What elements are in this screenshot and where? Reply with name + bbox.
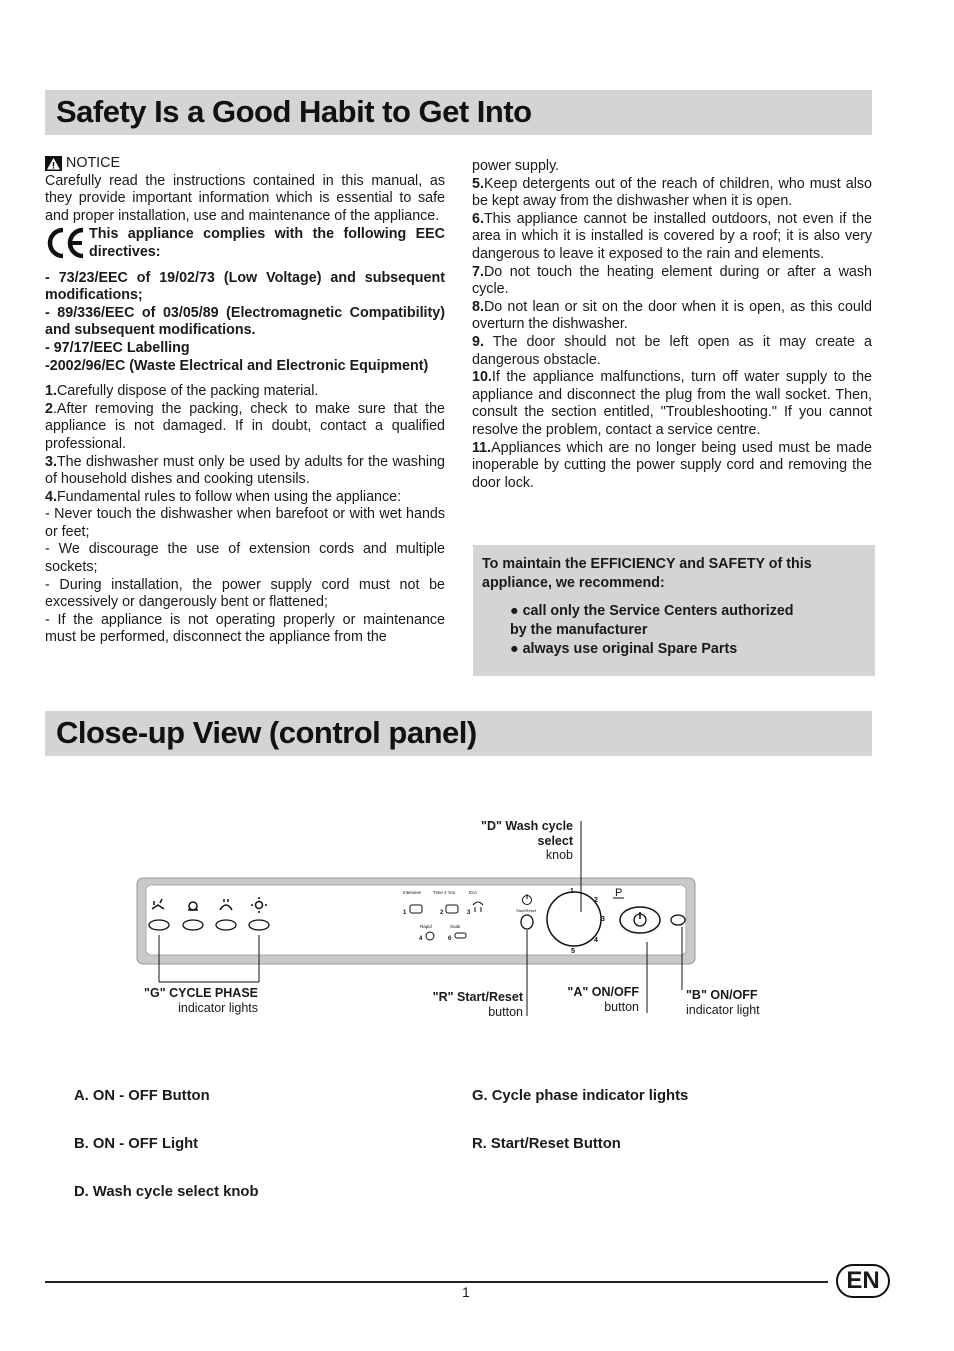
program-number: 6	[448, 936, 452, 942]
knob-number: 1	[570, 888, 574, 895]
recommendation-item: ● call only the Service Centers authorized	[510, 603, 794, 619]
callout-g: "G" CYCLE PHASE indicator lights	[144, 986, 258, 1015]
recommendation-intro: To maintain the EFFICIENCY and SAFETY of this appliance, we recommend:	[482, 556, 812, 591]
program-name: Rapid	[420, 924, 432, 929]
rule-1: 1.Carefully dispose of the packing material.	[45, 383, 319, 400]
knob-number: 4	[594, 937, 598, 944]
cycle-phase-light	[183, 920, 203, 930]
rule-9: 9. The door should not be left open as it may create a dangerous obstacle.	[472, 333, 872, 368]
callout-b: "B" ON/OFF indicator light	[686, 988, 760, 1017]
rule-4-continued: power supply.	[472, 158, 560, 174]
program-name: Time 4 You	[433, 890, 456, 895]
rule-11: 11.Appliances which are no longer being used must be made inoperable by cutting the power supply cord and removing the door lock.	[472, 439, 872, 491]
legend-b: B. ON - OFF Light	[74, 1136, 199, 1152]
program-name: Intensive	[403, 890, 422, 895]
legend-a: A. ON - OFF Button	[74, 1088, 210, 1104]
callout-d: "D" Wash cycle select knob	[481, 819, 573, 862]
on-off-indicator-light	[671, 915, 685, 925]
recommendation-item: ● always use original Spare Parts	[510, 641, 738, 657]
on-off-button	[620, 907, 660, 933]
rule-5: 5.Keep detergents out of the reach of children, who must also be kept away from the dishwasher when it is open.	[472, 175, 872, 210]
program-name: Soak	[450, 924, 461, 929]
cycle-phase-light	[216, 920, 236, 930]
directive-item: - 97/17/EEC Labelling	[45, 339, 190, 356]
rule-3: 3.The dishwasher must only be used by adults for the washing of household dishes and cooking utensils.	[45, 453, 445, 488]
rule-2: 2.After removing the packing, check to make sure that the appliance is not damaged. If in doubt, contact a qualified professional.	[45, 400, 445, 452]
rule-6: 6.This appliance cannot be installed outdoors, not even if the area in which it is installed is covered by a roof; it is also very dangerous to leave it exposed to the rain and elements.	[472, 210, 872, 262]
safety-section-title: Safety Is a Good Habit to Get Into	[56, 94, 532, 129]
p-label: P	[615, 887, 623, 899]
legend-d: D. Wash cycle select knob	[74, 1184, 259, 1200]
legend-r: R. Start/Reset Button	[472, 1136, 621, 1152]
legend-g: G. Cycle phase indicator lights	[472, 1088, 689, 1104]
recommendation-item-cont: by the manufacturer	[510, 622, 648, 638]
rule-10: 10.If the appliance malfunctions, turn off water supply to the appliance and disconnect the plug from the wall socket. Then, consult the section entitled, "Troubleshooting." If you cannot resolve the problem, contact a service centre.	[472, 369, 872, 438]
notice-text: Carefully read the instructions contained in this manual, as they provide important information which is essential to safe and proper installation, use and maintenance of the appliance.	[45, 172, 445, 224]
callout-a: "A" ON/OFF button	[567, 985, 639, 1014]
rule-4-item: - We discourage the use of extension cords and multiple sockets;	[45, 541, 445, 576]
ce-heading: This appliance complies with the following EEC directives:	[89, 226, 445, 260]
rule-4-item: - If the appliance is not operating properly or maintenance must be performed, disconnect the appliance from the	[45, 611, 445, 646]
callout-r: "R" Start/Reset button	[432, 990, 523, 1019]
language-badge: EN	[836, 1264, 890, 1298]
directive-item: - 89/336/EEC of 03/05/89 (Electromagnetic Compatibility) and subsequent modifications.	[45, 304, 445, 339]
start-reset-panel-label: Start/Reset	[516, 908, 537, 913]
program-number: 3	[467, 910, 471, 916]
directive-item: - 73/23/EEC of 19/02/73 (Low Voltage) and subsequent modifications;	[45, 269, 445, 304]
knob-number: 5	[571, 948, 575, 955]
notice-label: NOTICE	[66, 155, 121, 171]
closeup-section-title: Close-up View (control panel)	[56, 715, 477, 750]
page-number: 1	[462, 1284, 470, 1300]
footer-rule	[45, 1281, 828, 1283]
knob-number: 3	[601, 916, 605, 923]
program-number: 1	[403, 910, 407, 916]
directive-item: -2002/96/EC (Waste Electrical and Electronic Equipment)	[45, 357, 429, 374]
knob-number: 2	[594, 897, 598, 904]
rule-4-item: - During installation, the power supply cord must not be excessively or dangerously bent or flattened;	[45, 576, 445, 611]
program-number: 2	[440, 910, 444, 916]
rule-7: 7.Do not touch the heating element during or after a wash cycle.	[472, 263, 872, 298]
rule-4-item: - Never touch the dishwasher when barefoot or with wet hands or feet;	[45, 506, 445, 540]
rule-4: 4.Fundamental rules to follow when using the appliance:	[45, 488, 402, 505]
cycle-phase-light	[149, 920, 169, 930]
cycle-phase-light	[249, 920, 269, 930]
program-name: Eco	[469, 890, 477, 895]
program-number: 4	[419, 936, 423, 942]
rule-8: 8.Do not lean or sit on the door when it is open, as this could overturn the dishwasher.	[472, 298, 872, 333]
